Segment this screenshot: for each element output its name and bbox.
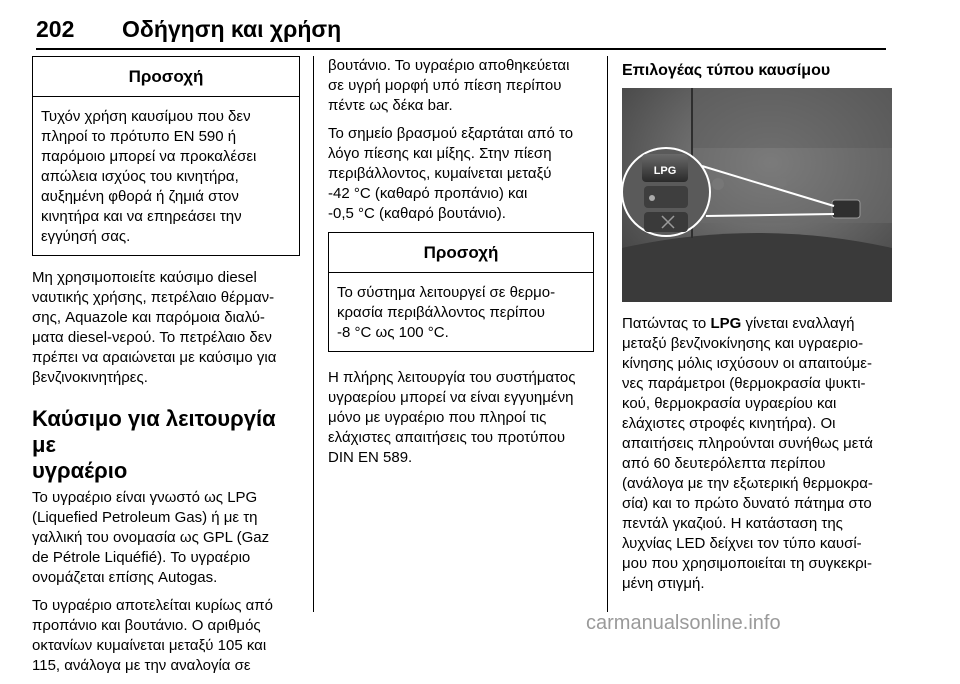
column-divider — [607, 56, 608, 612]
paragraph: Η πλήρης λειτουργία του συστήματος υγραερίου μπορεί να είναι εγγυημένη μόνο με υγραέριο που πληροί τις ελάχιστες απαιτήσεις του προτύπου DIN EN 589. — [328, 369, 576, 466]
lpg-button-label: LPG — [653, 165, 677, 177]
watermark: carmanualsonline.info — [586, 612, 781, 634]
caution-body — [33, 97, 299, 255]
paragraph: Το σημείο βρασμού εξαρτάται από το λόγο πίεσης και μίξης. Στην πίεση περιβάλλοντος, κυμαίνεται μεταξύ -42 °C (καθαρό προπάνιο) και -0,5 °C (καθαρό βουτάνιο). — [328, 125, 574, 222]
caution-heading: Προσοχή — [33, 57, 299, 97]
section-heading: Καύσιμο για λειτουργία με υγραέριο — [32, 406, 276, 483]
lpg-button-reference: LPG — [710, 315, 742, 332]
dashboard-illustration — [622, 88, 892, 302]
paragraph — [622, 314, 892, 594]
column-divider — [313, 56, 314, 612]
column-left — [32, 56, 300, 684]
column-middle — [328, 56, 594, 476]
column-right — [622, 56, 892, 602]
caution-body — [329, 273, 593, 351]
caution-text: Τυχόν χρήση καυσίμου που δεν πληροί το πρότυπο EN 590 ή παρόμοιο μπορεί να προκαλέσει απώλεια ισχύος του κινητήρα, αυξημένη φθορά ή ζημιά στον κινητήρα και να επηρεάσει την εγγύησή σας. — [41, 108, 257, 245]
page-header — [36, 12, 886, 50]
page-number: 202 — [36, 16, 75, 42]
lpg-switch-illustration — [622, 88, 892, 302]
caution-heading: Προσοχή — [329, 233, 593, 273]
paragraph-rest: γίνεται εναλλαγή μεταξύ βενζινοκίνησης και υγραεριο- κίνησης μόλις ισχύσουν οι απαιτούμε- νες παράμετροι (θερμοκρασία ψυκτι- κού, θερμοκρασία υγραερίου και ελάχιστες στροφές κινητήρα). Οι απαιτήσεις πληρούνται συνήθως μετά από 60 δευτερόλεπτα περίπου (ανάλογα με την εξωτερική θερμοκρα- σία) και το πρώτο δυνατό πάτημα στο πεντάλ γκαζιού. Η κατάσταση της λυχνίας LED δείχνει τον τύπο καυσί- μου που χρησιμοποιείται τη συγκεκρι- μένη στιγμή. — [622, 315, 873, 592]
section-heading: Επιλογέας τύπου καυσίμου — [622, 62, 831, 79]
paragraph: Το υγραέριο αποτελείται κυρίως από προπάνιο και βουτάνιο. Ο αριθμός οκτανίων κυμαίνεται μεταξύ 105 και 115, ανάλογα με την αναλογία σε — [32, 597, 273, 674]
paragraph-lead: Πατώντας το — [622, 315, 711, 332]
paragraph: Το υγραέριο είναι γνωστό ως LPG (Liquefied Petroleum Gas) ή με τη γαλλική του ονομασία ως GPL (Gaz de Pétrole Liquéfié). Το υγραέριο ονομάζεται επίσης Autogas. — [32, 489, 270, 586]
paragraph: Μη χρησιμοποιείτε καύσιμο diesel ναυτικής χρήσης, πετρέλαιο θέρμαν- σης, Aquazole και παρόμοια διαλύ- ματα diesel-νερού. Το πετρέλαιο δεν πρέπει να αραιώνεται με καύσιμο για βενζινοκινητήρες. — [32, 269, 277, 386]
running-title: Οδήγηση και χρήση — [122, 16, 342, 42]
caution-box — [32, 56, 300, 256]
caution-text: Το σύστημα λειτουργεί σε θερμο- κρασία περιβάλλοντος περίπου -8 °C ως 100 °C. — [337, 284, 556, 341]
paragraph: βουτάνιο. Το υγραέριο αποθηκεύεται σε υγρή μορφή υπό πίεση περίπου πέντε ως δέκα bar. — [328, 57, 570, 114]
caution-box — [328, 232, 594, 352]
